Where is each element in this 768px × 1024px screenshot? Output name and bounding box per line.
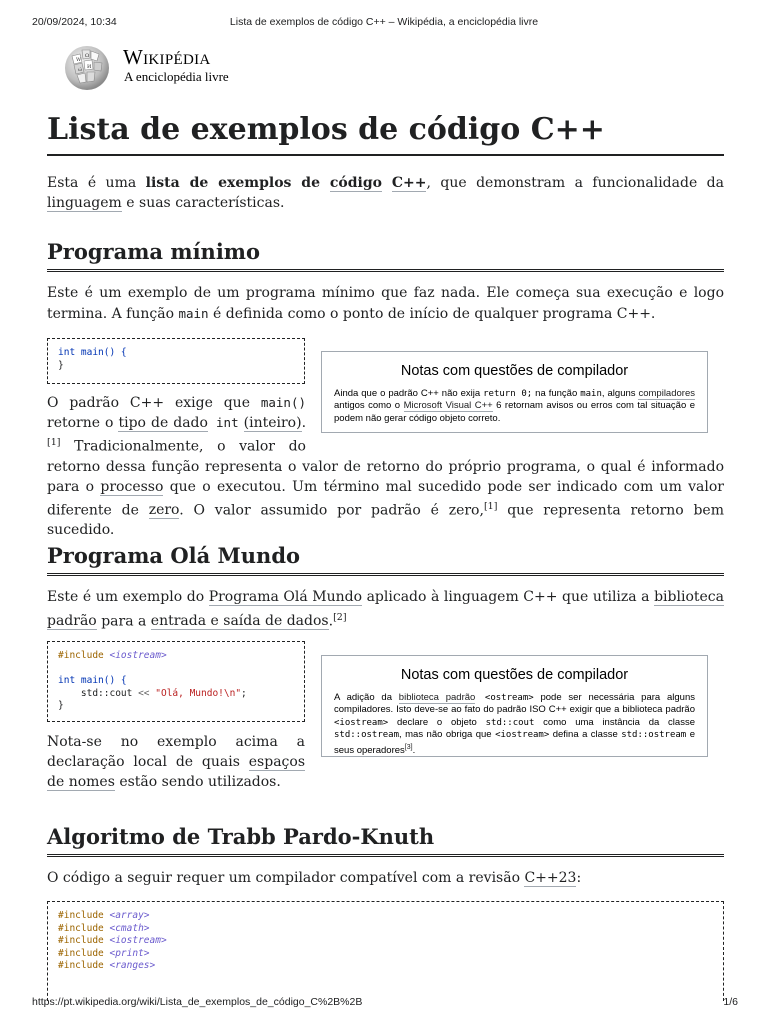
compiler-notes-box-2 (321, 655, 708, 757)
code-fn: main() { (75, 347, 127, 358)
p-text: que o executou. Um término mal sucedido pode ser indicado com um valor diferente de (47, 478, 724, 519)
ref-1[interactable]: [1] (47, 437, 61, 448)
p-text: : (576, 870, 582, 886)
p-text: . (328, 613, 334, 630)
code-header: <array> (103, 910, 150, 921)
code-keyword: int (58, 347, 76, 358)
print-footer (0, 996, 768, 1010)
svg-text:ώ: ώ (78, 67, 83, 73)
note-text: , mas não obriga que (399, 729, 496, 740)
intro-bold (146, 175, 427, 192)
link-compiladores[interactable]: compiladores (638, 387, 695, 399)
note-text: como uma instância da classe (534, 716, 695, 728)
code-keyword: int (58, 675, 76, 686)
ref-1b[interactable]: [1] (483, 500, 498, 512)
section-ola-mundo (47, 541, 724, 632)
link-cpp23[interactable]: C++23 (524, 870, 577, 886)
code-directive: #include (58, 650, 104, 661)
p-text: Este é um exemplo do (47, 589, 209, 605)
p-text: que representa retorno bem sucedido. (47, 502, 724, 539)
trabb-paragraph-1 (47, 869, 724, 889)
link-cpp[interactable]: C++ (391, 175, 427, 191)
print-header (0, 16, 768, 30)
minimo-paragraph-2-wrap (47, 393, 724, 540)
intro-bold-text: lista de exemplos de (145, 175, 330, 191)
code-semi: ; (241, 687, 247, 699)
code-line-include (58, 923, 713, 936)
note-code: std::cout (485, 717, 535, 728)
note-text: na função (532, 387, 581, 399)
link-entrada-saida[interactable]: entrada e saída de dados (150, 613, 329, 630)
code-fn: main() { (75, 675, 127, 686)
p-text: O padrão C++ exige que (47, 395, 261, 411)
code-header: <print> (103, 947, 150, 959)
minimo-text: Este é um exemplo de um programa mínimo que faz nada. Ele começa sua execução e logo termina. A função (47, 285, 724, 322)
link-inteiro[interactable]: (inteiro) (243, 415, 302, 431)
code-directive: #include (58, 935, 104, 946)
code-string: "Olá, Mundo!\n" (149, 687, 242, 699)
p-text: Nota-se no exemplo acima a declaração local de quais (47, 734, 305, 770)
code-directive: #include (58, 947, 104, 959)
print-url: https://pt.wikipedia.org/wiki/Lista_de_exemplos_de_código_C%2B%2B (32, 996, 363, 1008)
code-close: } (58, 700, 64, 711)
p-text: estão sendo utilizados. (114, 774, 281, 790)
wikipedia-globe-icon (62, 42, 112, 92)
intro-text-3: e suas características. (121, 194, 285, 211)
svg-text:Ω: Ω (85, 53, 90, 59)
ola-paragraph-2 (47, 732, 305, 792)
link-biblioteca-padrao-note[interactable]: biblioteca padrão (398, 691, 476, 703)
p-text: retorne o (47, 415, 119, 431)
p-text: Tradicionalmente, o valor do retorno dessa função representa o valor de retorno do próprio programa, o qual é informado para o (47, 438, 724, 495)
code-int: int (207, 415, 239, 430)
note-text: antigos como o (334, 400, 404, 411)
link-programa-ola-mundo[interactable]: Programa Olá Mundo (208, 589, 363, 605)
note-title: Notas com questões de compilador (400, 363, 629, 379)
code-cout: std::cout (58, 687, 139, 699)
note-text: . (412, 744, 416, 756)
p-text: . O valor assumido por padrão é zero, (179, 502, 484, 519)
note-code: <iostream> (334, 717, 389, 728)
link-processo[interactable]: processo (100, 478, 164, 495)
print-datetime: 20/09/2024, 10:34 (32, 16, 117, 28)
intro-text-2: , que demonstram a funcionalidade da (426, 175, 724, 191)
intro-space (382, 175, 392, 191)
note-code: std::ostream (621, 730, 687, 740)
link-zero[interactable]: zero (148, 502, 180, 519)
link-tipo-de-dado[interactable]: tipo de dado (118, 415, 208, 431)
svg-text:И: И (87, 64, 92, 70)
ref-3[interactable]: [3] (404, 743, 413, 751)
link-msvc[interactable]: Microsoft Visual C++ (403, 400, 493, 411)
svg-text:W: W (76, 57, 82, 63)
wikipedia-logo[interactable] (62, 42, 262, 92)
note-title: Notas com questões de compilador (400, 667, 629, 683)
note-text: defina a classe (549, 729, 622, 740)
code-block-minimo (47, 338, 305, 384)
note-text: e seus operadores (334, 729, 695, 756)
section-heading-trabb-pardo-knuth: Algoritmo de Trabb Pardo-Knuth (47, 822, 724, 857)
note-code: <iostream> (495, 730, 550, 740)
code-main-fn: main() (260, 395, 306, 410)
code-line-include (58, 910, 713, 923)
note-body (334, 692, 695, 758)
ola-paragraph-2-wrap (47, 732, 305, 792)
code-close: } (58, 359, 64, 371)
code-main: main (178, 305, 209, 321)
code-directive: #include (58, 960, 104, 971)
code-directive: #include (58, 910, 104, 921)
intro-paragraph (47, 174, 724, 213)
print-page-title: Lista de exemplos de código C++ – Wikipédia, a enciclopédia livre (229, 16, 539, 28)
code-line-include (58, 948, 713, 961)
minimo-text-2: é definida como o ponto de início de qualquer programa C++. (208, 305, 656, 322)
code-block-trabb (47, 901, 724, 1001)
code-line-include (58, 960, 713, 973)
code-header: <ranges> (103, 960, 156, 971)
note-code: main (580, 388, 602, 399)
p-text: para a (96, 613, 151, 630)
ola-paragraph-1 (47, 588, 724, 632)
note-text: , alguns (601, 387, 639, 399)
intro-text: Esta é uma (47, 175, 146, 191)
minimo-paragraph-2: O padrão C++ exige que main() retorne o tipo de dado int (inteiro).[1] Tradicionalmente, o valor do retorno dessa função representa o valor de retorno do próprio programa, o qual é informado para o processo que o executou. Um término mal sucedido pode ser indicado com um valor diferente de zero. O valor assumido por padrão é zero,[1] que representa retorno bem sucedido. (47, 395, 724, 539)
link-espacos-de-nomes[interactable]: espaços de nomes (47, 754, 305, 790)
note-text: Ainda que o padrão C++ não exija (334, 387, 484, 399)
wikipedia-wordmark: Wikipédia (123, 45, 211, 69)
p-text: aplicado à linguagem C++ que utiliza a (362, 589, 655, 605)
p-text: O código a seguir requer um compilador compatível com a revisão (47, 870, 525, 886)
link-codigo[interactable]: código (329, 175, 382, 191)
note-text: A adição da (334, 691, 399, 703)
code-directive: #include (58, 922, 104, 934)
code-header: <iostream> (103, 650, 167, 661)
section-heading-programa-minimo: Programa mínimo (47, 237, 724, 272)
float-spacer (306, 393, 724, 451)
note-text: 6 retornam avisos ou erros com tal situação e podem não gerar código objeto correto. (334, 400, 695, 424)
note-text: declare o objeto (388, 716, 486, 728)
ref-2[interactable]: [2] (333, 611, 347, 623)
note-code: std::ostream (334, 730, 400, 740)
code-block-ola-mundo (47, 641, 305, 722)
note-code: return 0; (483, 388, 533, 399)
code-header: <iostream> (103, 935, 167, 946)
section-heading-ola-mundo: Programa Olá Mundo (47, 541, 724, 576)
minimo-paragraph-1 (47, 284, 724, 324)
note-code: <ostream> (475, 692, 534, 703)
code-op: << (138, 687, 150, 699)
code-line-include (58, 935, 713, 948)
section-trabb-pardo-knuth (47, 822, 724, 889)
note-text: pode ser necessária para alguns compiladores. Isto deve-se ao fato do padrão ISO C++ exigir que a biblioteca padrão (334, 691, 696, 715)
link-linguagem[interactable]: linguagem (47, 194, 122, 211)
link-biblioteca-padrao[interactable]: biblioteca padrão (47, 589, 724, 630)
wikipedia-tagline: A enciclopédia livre (124, 69, 229, 84)
code-header: <cmath> (103, 922, 150, 934)
page-title: Lista de exemplos de código C++ (47, 110, 724, 156)
print-page-indicator: 1/6 (723, 996, 738, 1008)
